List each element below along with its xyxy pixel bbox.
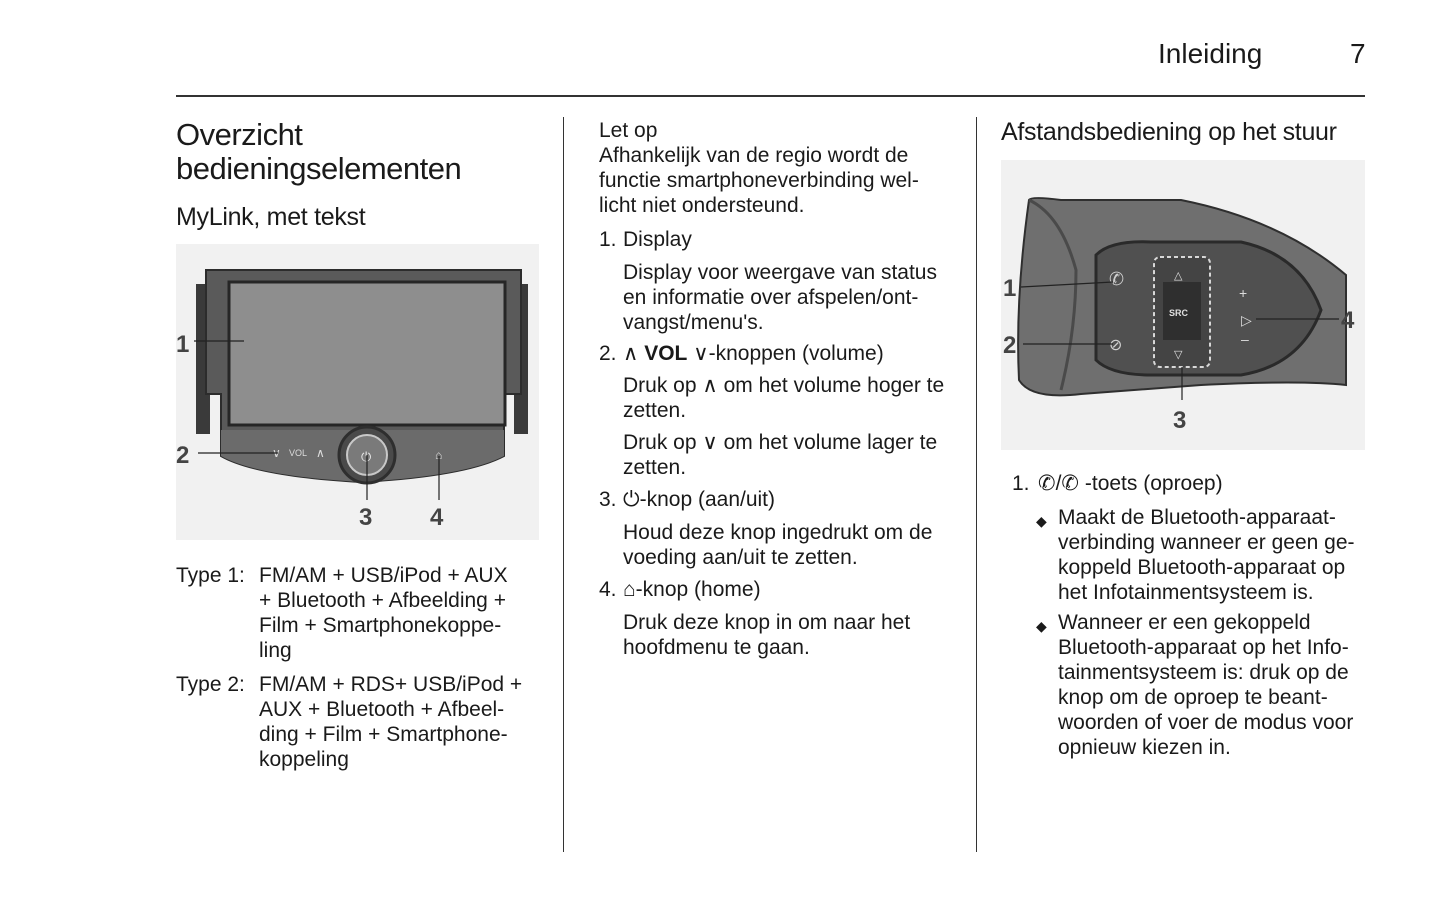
callout-1: 1 [176,331,190,358]
item-line: voeding aan/uit te zetten. [623,546,858,569]
item-4-heading [599,577,959,607]
type-2-description [259,672,534,772]
bullet-diamond-icon: ◆ [1036,513,1047,529]
steering-controls-illustration [1001,160,1365,450]
bullet-line: woorden of voer de modus voor [1058,711,1354,734]
type-2-line: ding + Film + Smartphone- [259,723,508,746]
item-line: vangst/menu's. [623,311,764,334]
note-block [599,118,959,218]
page-number: 7 [1350,38,1366,69]
column-divider-2 [976,117,977,852]
steering-callout-2: 2 [1003,332,1017,359]
item-1-description [623,260,963,335]
type-1-line: ling [259,639,292,662]
type-1-label: Type 1: [176,564,245,587]
mute-icon: ⊘ [1109,337,1123,354]
bullet-line: opnieuw kiezen in. [1058,736,1231,759]
bullet-text [1058,610,1358,760]
phone-icon: ✆ [1109,269,1125,289]
item-title-rest: ∨-knoppen (volume) [687,342,884,365]
bullet-line: verbinding wanneer er geen ge- [1058,531,1355,554]
section-title [176,118,461,186]
type-1-line: Film + Smartphonekoppe- [259,614,502,637]
note-title: Let op [599,119,658,142]
column-divider-1 [563,117,564,852]
item-number: 4. [599,578,617,601]
steering-callout-3: 3 [1173,407,1187,434]
speaker-icon: ▷ [1241,312,1252,328]
callout-2: 2 [176,442,190,469]
vol-up-symbol: ∧ [623,342,645,365]
vol-minus-icon: – [1241,331,1249,347]
bullet-line: Bluetooth-apparaat op het Info- [1058,636,1349,659]
steering-figure [1001,160,1365,450]
type-1-entry [176,563,546,673]
source-down-icon: ▽ [1174,349,1183,361]
item-line: zetten. [623,399,687,422]
vol-plus-icon: + [1239,285,1248,301]
type-2-line: koppeling [259,748,349,771]
mylink-figure [176,244,539,540]
vol-label: VOL [289,448,308,458]
item-title: ⌂-knop (home) [623,578,761,601]
callout-3: 3 [359,504,373,531]
power-icon: ⏻ [361,449,372,464]
item-title: Display [623,228,692,251]
item-line: hoofdmenu te gaan. [623,636,810,659]
bullet-2 [1036,610,1366,760]
item-title: ✆/✆ -toets (oproep) [1038,472,1223,495]
type-2-line: AUX + Bluetooth + Afbeel- [259,698,505,721]
item-line: Display voor weergave van status [623,261,937,284]
note-line: functie smartphoneverbinding wel- [599,169,919,192]
subsection-title: MyLink, met tekst [176,203,366,231]
section-title-line-1: Overzicht [176,117,303,152]
item-title [623,341,884,366]
type-2-entry [176,672,546,782]
item-number: 2. [599,342,617,365]
bullet-diamond-icon: ◆ [1036,618,1047,634]
steering-callout-1: 1 [1003,275,1017,302]
type-1-line: + Bluetooth + Afbeelding + [259,589,506,612]
bullet-line: knop om de oproep te beant- [1058,686,1328,709]
item-line: Houd deze knop ingedrukt om de [623,521,933,544]
item-line: zetten. [623,456,687,479]
type-2-line: FM/AM + RDS+ USB/iPod + [259,673,523,696]
bullet-line: tainmentsysteem is: druk op de [1058,661,1349,684]
source-up-icon: △ [1174,270,1183,282]
note-line: licht niet ondersteund. [599,194,805,217]
display-screen [229,282,505,425]
type-2-label: Type 2: [176,673,245,696]
vol-label-bold: VOL [644,342,688,365]
item-line: Druk op ∨ om het volume lager te [623,431,938,454]
mylink-unit-illustration [176,244,539,540]
type-1-line: FM/AM + USB/iPod + AUX [259,564,508,587]
header-divider [176,95,1365,97]
bullet-line: het Infotainmentsysteem is. [1058,581,1314,604]
callout-4: 4 [430,504,444,531]
type-1-description [259,563,534,663]
bullet-line: Wanneer er een gekoppeld [1058,611,1311,634]
steering-callout-4: 4 [1341,307,1355,334]
item-number: 3. [599,488,617,511]
home-icon: ⌂ [435,448,443,462]
bullet-1 [1036,505,1366,605]
item-title: ⏻-knop (aan/uit) [623,488,776,511]
item-line: Druk op ∧ om het volume hoger te [623,374,945,397]
bullet-line: koppeld Bluetooth-apparaat op [1058,556,1346,579]
item-2-description-1 [623,373,963,423]
item-2-description-2 [623,430,963,480]
item-number: 1. [599,228,617,251]
bullet-line: Maakt de Bluetooth-apparaat- [1058,506,1336,529]
src-label: SRC [1169,308,1189,318]
item-1-heading [599,227,959,257]
item-3-description [623,520,963,570]
note-line: Afhankelijk van de regio wordt de [599,144,909,167]
vol-down-icon: ∨ [272,446,281,460]
steering-item-1-heading [1012,471,1362,501]
bullet-text [1058,505,1358,605]
item-number: 1. [1012,472,1030,495]
running-header-title: Inleiding [1158,38,1263,69]
item-2-heading [599,341,959,371]
item-line: Druk deze knop in om naar het [623,611,911,634]
item-line: en informatie over afspelen/ont- [623,286,919,309]
section-title-line-2: bedieningselementen [176,151,462,186]
vol-up-icon: ∧ [316,446,325,460]
steering-section-title: Afstandsbediening op het stuur [1001,118,1337,146]
item-3-heading [599,487,959,517]
item-4-description [623,610,963,660]
